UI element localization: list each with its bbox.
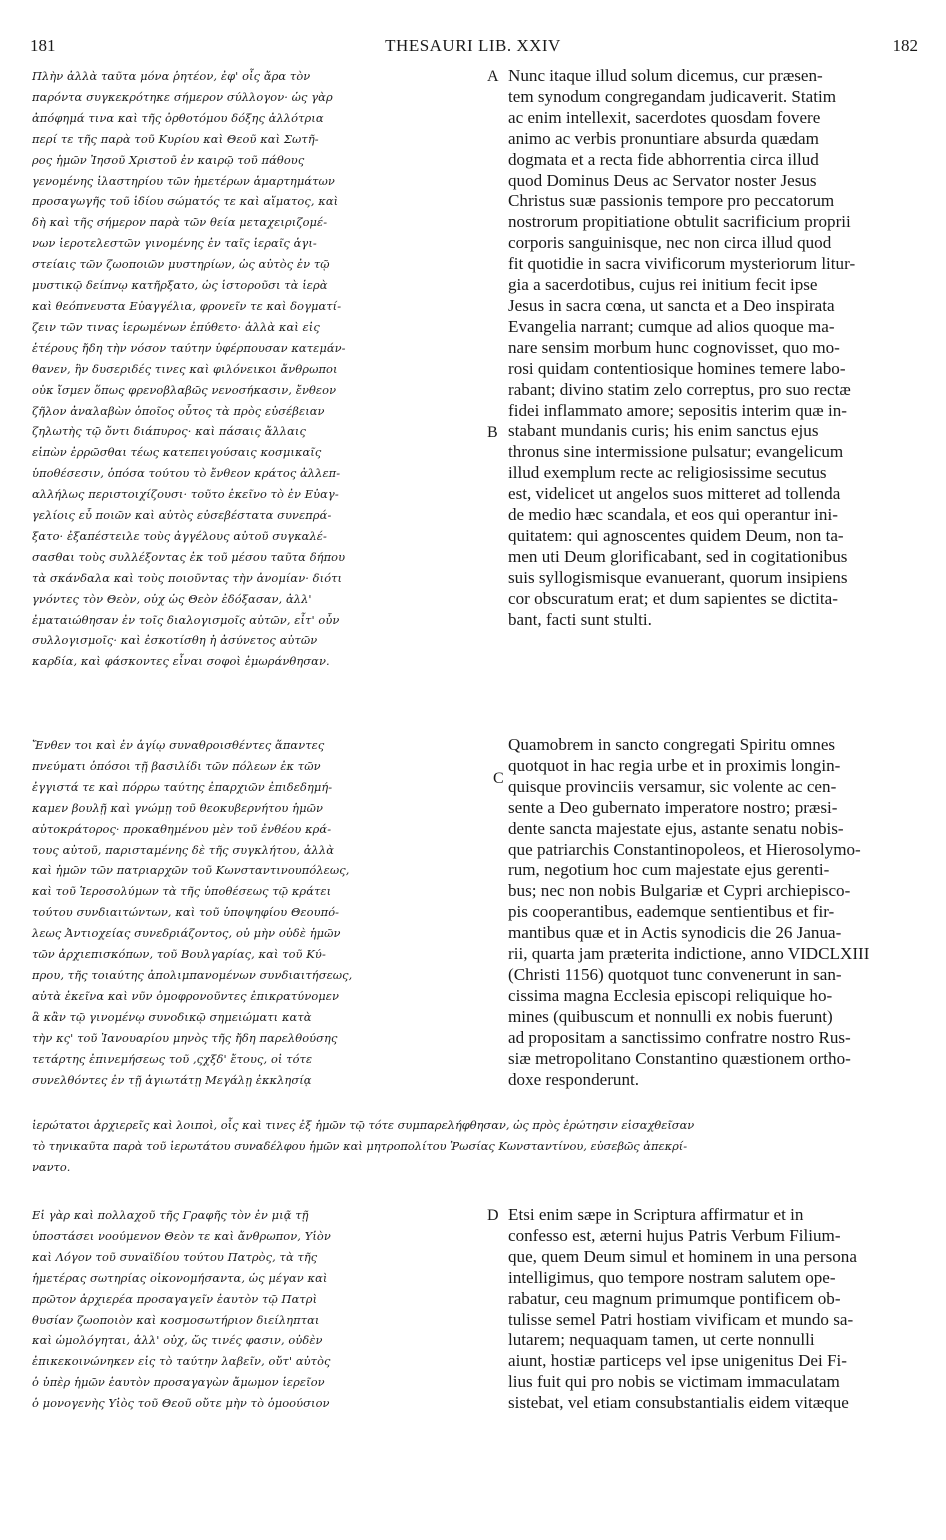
text-line: Πλὴν ἀλλὰ ταῦτα μόνα ῥητέον, ἐφ' οἷς ἄρα τὸν	[32, 69, 311, 83]
text-line: θυσίαν ζωοποιὸν καὶ κοσμοσωτήριον διείληπται	[32, 1312, 320, 1327]
text-line: Christus suæ passionis tempore pro peccatorum	[508, 191, 835, 211]
text-line: Jesus in sacra cœna, ut sancta et a Deo inspirata	[508, 295, 835, 315]
text-line: ναντο.	[32, 1159, 71, 1174]
running-header	[0, 22, 946, 62]
text-line: τὴν κς' τοῦ Ἰανουαρίου μηνὸς τῆς ἤδη παρελθούσης	[32, 1030, 338, 1045]
text-line: νων ἱεροτελεστῶν γινομένης ἐν ταῖς ἱεραῖς ἁγι-	[32, 236, 317, 251]
text-line: rum, negotium hoc cum majestate ejus gerenti-	[508, 860, 830, 880]
text-line: quotquot in hac regia urbe et in proximis longin-	[508, 755, 841, 775]
text-line: dogmata et a recta fide abhorrentia circa illud	[508, 149, 819, 169]
margin-marker-a: A	[487, 68, 499, 85]
text-line: animo ac verbis pronuntiare absurda quædam	[508, 128, 819, 148]
text-line: ἐγγιστά τε καὶ πόρρω ταύτης ἐπαρχιῶν ἐπιδεδημή-	[32, 779, 333, 794]
text-line: Etsi enim sæpe in Scriptura affirmatur et in	[508, 1205, 804, 1224]
text-line: τῶν ἀρχιεπισκόπων, τοῦ Βουλγαρίας, καὶ τοῦ Κύ-	[32, 947, 326, 962]
text-line: (Christi 1156) quotquot tunc convenerunt in san-	[508, 964, 842, 984]
text-line: quisque provinciis versamur, sic volente ac cen-	[508, 776, 837, 796]
text-line: fit quotidie in sacra vivificorum mysteriorum litur-	[508, 254, 856, 274]
text-line: siæ metropolitano Constantino quæstionem ortho-	[508, 1048, 851, 1068]
text-line: συνελθόντες ἐν τῇ ἁγιωτάτῃ Μεγάλῃ ἐκκλησίᾳ	[32, 1072, 312, 1087]
text-line: que patriarchis Constantinopoleos, et Hierosolymo-	[508, 839, 861, 859]
greek-column-1	[32, 66, 482, 672]
text-line: illud exemplum recte ac religiosissime secutus	[508, 463, 827, 483]
text-line: δὴ καὶ τῆς σήμερον παρὰ τῶν θεία μεταχειριζομέ-	[32, 215, 328, 230]
text-line: τὰ σκάνδαλα καὶ τοὺς ποιοῦντας τὴν ἀνομίαν· διότι	[32, 570, 343, 585]
text-line: Εἰ γὰρ καὶ πολλαχοῦ τῆς Γραφῆς τὸν ἐν μιᾷ τῇ	[32, 1208, 309, 1222]
text-line: bant, facti sunt stulti.	[508, 609, 652, 629]
text-line: rosi quidam contentiosique homines temere labo-	[508, 358, 846, 378]
text-line: πρου, τῆς τοιαύτης ἀπολιμπανομένων συνδιαιτήσεως,	[32, 967, 353, 982]
text-line: ad propositam a sanctissimo confratre nostro Rus-	[508, 1027, 851, 1047]
text-line: lutarem; nequaquam tamen, ut certe nonnulli	[508, 1330, 815, 1350]
text-line: nostrorum propitiatione obtulit sacrificium proprii	[508, 212, 851, 232]
text-line: λεως Ἀντιοχείας συνεδριάζοντος, οὐ μὴν οὐδὲ ἡμῶν	[32, 926, 341, 941]
text-line: καμεν βουλῇ καὶ γνώμῃ τοῦ θεοκυβερνήτου ἡμῶν	[32, 800, 323, 815]
text-line: cor obscuratum erat; et dum sapientes se dictita-	[508, 588, 838, 608]
text-line: ὁ ὑπὲρ ἡμῶν ἑαυτὸν προσαγαγὼν ἄμωμον ἱερεῖον	[32, 1375, 325, 1390]
text-line: ρος ἡμῶν Ἰησοῦ Χριστοῦ ἐν καιρῷ τοῦ πάθους	[32, 152, 305, 167]
text-line: καὶ ἡμῶν τῶν πατριαρχῶν τοῦ Κωνσταντινουπόλεως,	[32, 863, 350, 878]
text-line: intelligimus, quo tempore nostram salutem ope-	[508, 1267, 836, 1287]
text-line: confesso est, æterni hujus Patris Verbum Filium-	[508, 1225, 841, 1245]
text-line: ὑποθέσεσιν, ὁπόσα τούτου τὸ ἔνθεον κράτος ἀλλεπ-	[32, 466, 341, 481]
greek-column-3	[32, 1205, 482, 1414]
text-line: ζειν τῶν τινας ἱερωμένων ἐπύθετο· ἀλλὰ καὶ εἰς	[32, 319, 320, 334]
text-line: οὐκ ἴσμεν ὅπως φρενοβλαβῶς νενοσήκασιν, ἔνθεον	[32, 382, 337, 397]
text-line: sente a Deo gubernato imperatore nostro; præsi-	[508, 797, 838, 817]
text-line: rabant; divino statim zelo correptus, pro suo rectæ	[508, 379, 851, 399]
text-line: αλλήλως περιστοιχίζουσι· τοῦτο ἐκεῖνο τὸ ἐν Εὐαγ-	[32, 487, 339, 502]
text-line: καὶ ὡμολόγηται, ἀλλ' οὐχ, ὥς τινές φασιν, οὐδὲν	[32, 1333, 323, 1348]
text-line: dente sancta majestate ejus, astante senatu nobis-	[508, 818, 844, 838]
text-line: thronus sine intermissione pulsatur; evangelicum	[508, 442, 844, 462]
text-line: γελίοις εὖ ποιῶν καὶ αὐτὸς εὐσεβέστατα συνεπρά-	[32, 508, 332, 523]
text-line: quod Dominus Deus ac Servator noster Jesus	[508, 170, 817, 190]
text-line: nare sensim morbum hunc cognovisset, quo mo-	[508, 337, 840, 357]
text-line: καρδία, καὶ φάσκοντες εἶναι σοφοὶ ἐμωράνθησαν.	[32, 654, 330, 669]
text-line: στείαις τῶν ζωοποιῶν μυστηρίων, ὡς αὐτὸς ἐν τῷ	[32, 257, 330, 272]
text-line: fidei inflammato amore; sepositis interim quæ in-	[508, 400, 847, 420]
greek-column-2	[32, 735, 482, 1090]
text-line: Evangelia narrant; cumque ad alios quoque ma-	[508, 316, 835, 336]
text-line: que, quem Deum simul et hominem in una persona	[508, 1246, 857, 1266]
text-line: doxe responderunt.	[508, 1069, 640, 1089]
text-line: stabant mundanis curis; his enim sanctus ejus	[508, 421, 819, 441]
margin-marker-b: B	[487, 424, 498, 441]
text-line: συλλογισμοῖς· καὶ ἐσκοτίσθη ἡ ἀσύνετος αὐτῶν	[32, 633, 318, 648]
text-line: tulisse semel Patri hostiam vivificam et mundo sa-	[508, 1309, 854, 1329]
page-number-right: 182	[892, 36, 918, 55]
text-line: ζῆλον ἀναλαβὼν ὁποῖος οὗτος τὰ πρὸς εὐσέβειαν	[32, 403, 325, 418]
text-line: aiunt, hostiæ particeps vel ipse unigenitus Dei Fi-	[508, 1351, 847, 1371]
text-line: gia a sacerdotibus, cujus rei initium fecit ipse	[508, 275, 818, 295]
text-line: τὸ τηνικαῦτα παρὰ τοῦ ἱερωτάτου συναδέλφου ἡμῶν καὶ μητροπολίτου Ῥωσίας Κωνσταντίνου, εὐσεβῶς ἀπεκρί-	[32, 1138, 688, 1153]
text-line: αὐτοκράτορος· προκαθημένου μὲν τοῦ ἐνθέου κρά-	[32, 821, 332, 836]
running-title: THESAURI LIB. XXIV	[385, 36, 561, 55]
text-line: σασθαι τοὺς συλλέξοντας ἐκ τοῦ μέσου ταῦτα δήπου	[32, 549, 346, 564]
text-line: αὐτὰ ἐκεῖνα καὶ νῦν ὁμοφρονοῦντες ἐπικρατύνομεν	[32, 988, 340, 1003]
text-line: θανεν, ἣν δυσεριδές τινες καὶ φιλόνεικοι ἄνθρωποι	[32, 361, 338, 376]
text-line: suis syllogismisque evanuerant, quorum insipiens	[508, 567, 848, 587]
margin-marker-c: C	[493, 770, 504, 787]
text-line: ἐπικεκοινώνηκεν εἰς τὸ ταύτην λαβεῖν, οὔτ' αὐτὸς	[32, 1354, 331, 1369]
text-line: pis cooperantibus, eademque sentientibus et fir-	[508, 902, 835, 922]
text-line: καὶ τοῦ Ἱεροσολύμων τὰ τῆς ὑποθέσεως τῷ κράτει	[32, 884, 332, 899]
text-line: γενομένης ἱλαστηρίου τῶν ἡμετέρων ἁμαρτημάτων	[32, 173, 335, 188]
text-line: ἡμετέρας σωτηρίας οἰκονομήσαντα, ὡς μέγαν καὶ	[32, 1270, 328, 1285]
text-line: πνεύματι ὁπόσοι τῇ βασιλίδι τῶν πόλεων ἐκ τῶν	[32, 758, 321, 773]
text-line: ἐματαιώθησαν ἐν τοῖς διαλογισμοῖς αὐτῶν, εἶτ' οὖν	[32, 612, 340, 627]
text-line: est, videlicet ut angelos suos mitteret ad tollenda	[508, 484, 841, 504]
text-line: περί τε τῆς παρὰ τοῦ Κυρίου καὶ Θεοῦ καὶ Σωτῆ-	[32, 131, 319, 146]
page-number-left: 181	[30, 36, 56, 55]
text-line: ἀπόφημά τινα καὶ τῆς ὀρθοτόμου δόξης ἀλλότρια	[32, 110, 324, 125]
text-line: γνόντες τὸν Θεὸν, οὐχ ὡς Θεὸν ἐδόξασαν, ἀλλ'	[32, 591, 312, 606]
text-line: τους αὐτοῦ, παρισταμένης δὲ τῆς συγκλήτου, ἀλλὰ	[32, 842, 334, 857]
text-line: προσαγωγῆς τοῦ ἰδίου σώματός τε καὶ αἵματος, καὶ	[32, 194, 339, 209]
text-line: bus; nec non nobis Bulgariæ et Cypri archiepisco-	[508, 881, 851, 901]
text-line: ἃ κἂν τῷ γινομένῳ συνοδικῷ σημειώματι κατὰ	[32, 1009, 312, 1024]
latin-column-3	[508, 1205, 913, 1414]
text-line: καὶ θεόπνευστα Εὐαγγέλια, φρονεῖν τε καὶ δογματί-	[32, 298, 342, 313]
text-line: Ἔνθεν τοι καὶ ἐν ἁγίῳ συναθροισθέντες ἅπαντες	[32, 738, 325, 752]
text-line: men uti Deum glorificabant, sed in cogitationibus	[508, 546, 848, 566]
text-line: lius fuit qui pro nobis se victimam immaculatam	[508, 1372, 840, 1392]
text-line: mantibus quæ et in Actis synodicis die 26 Janua-	[508, 923, 842, 943]
text-line: ἑτέρους ἤδη τὴν νόσον ταύτην ὑφέρπουσαν κατεμάν-	[32, 340, 346, 355]
text-line: ἱερώτατοι ἀρχιερεῖς καὶ λοιποὶ, οἷς καὶ τινες ἐξ ἡμῶν τῷ τότε συμπαρελήφθησαν, ὡς πρὸς ἐρώτησιν εἰσαχθεῖσαν	[32, 1118, 695, 1132]
text-line: τούτου συνδιαιτώντων, καὶ τοῦ ὑποψηφίου Θεουπό-	[32, 905, 340, 920]
text-line: corporis sanguinisque, nec non circa illud quod	[508, 233, 832, 253]
margin-marker-d: D	[487, 1207, 499, 1224]
text-line: ὑποστάσει νοούμενον Θεὸν τε καὶ ἄνθρωπον, Υἱὸν	[32, 1228, 331, 1243]
text-line: sistebat, vel etiam consubstantialis eidem vitæque	[508, 1393, 849, 1413]
text-line: πρῶτον ἀρχιερέα προσαγαγεῖν ἑαυτὸν τῷ Πατρὶ	[32, 1291, 318, 1306]
text-line: ζηλωτὴς τῷ ὄντι διάπυρος· καὶ πάσαις ἄλλαις	[32, 424, 306, 439]
text-line: τετάρτης ἐπινεμήσεως τοῦ ,ςχξδ' ἔτους, οἱ τότε	[32, 1051, 313, 1066]
text-line: tem synodum congregandam judicaverit. Statim	[508, 86, 837, 106]
text-line: rii, quarta jam præterita indictione, anno VIDCLXIII	[508, 944, 870, 964]
text-line: quitatem: qui agnoscentes quidem Deum, non ta-	[508, 525, 844, 545]
text-line: παρόντα συγκεκρότηκε σήμερον σύλλογον· ὡς γὰρ	[32, 89, 333, 104]
text-line: μυστικῷ δείπνῳ κατῆρξατο, ὡς ἱστοροῦσι τὰ ἱερὰ	[32, 278, 328, 293]
text-line: rabatur, ceu magnum primumque pontificem ob-	[508, 1288, 841, 1308]
text-line: εἰπὼν ἐρρῶσθαι τέως κατεπειγούσαις κοσμικαῖς	[32, 445, 322, 460]
text-line: mines (quibuscum et nonnulli ex nobis fuerunt)	[508, 1006, 833, 1026]
text-line: cissima magna Ecclesia episcopi reliquique ho-	[508, 985, 833, 1005]
text-line: de medio hæc scandala, et eos qui operantur ini-	[508, 505, 838, 525]
text-line: ὁ μονογενὴς Υἱὸς τοῦ Θεοῦ οὔτε μὴν τὸ ὁμοούσιον	[32, 1396, 330, 1411]
text-line: καὶ Λόγον τοῦ συναϊδίου τούτου Πατρὸς, τὰ τῆς	[32, 1249, 318, 1264]
text-line: Quamobrem in sancto congregati Spiritu omnes	[508, 735, 836, 754]
latin-column-2	[508, 735, 913, 1090]
text-line: ac enim intellexit, sacerdotes quosdam fovere	[508, 107, 821, 127]
text-line: ξατο· ἐξαπέστειλε τοὺς ἀγγέλους αὐτοῦ συγκαλέ-	[32, 528, 327, 543]
text-line: Nunc itaque illud solum dicemus, cur præsen-	[508, 66, 823, 85]
latin-column-1	[508, 66, 913, 630]
greek-full-width-passage	[32, 1115, 912, 1178]
